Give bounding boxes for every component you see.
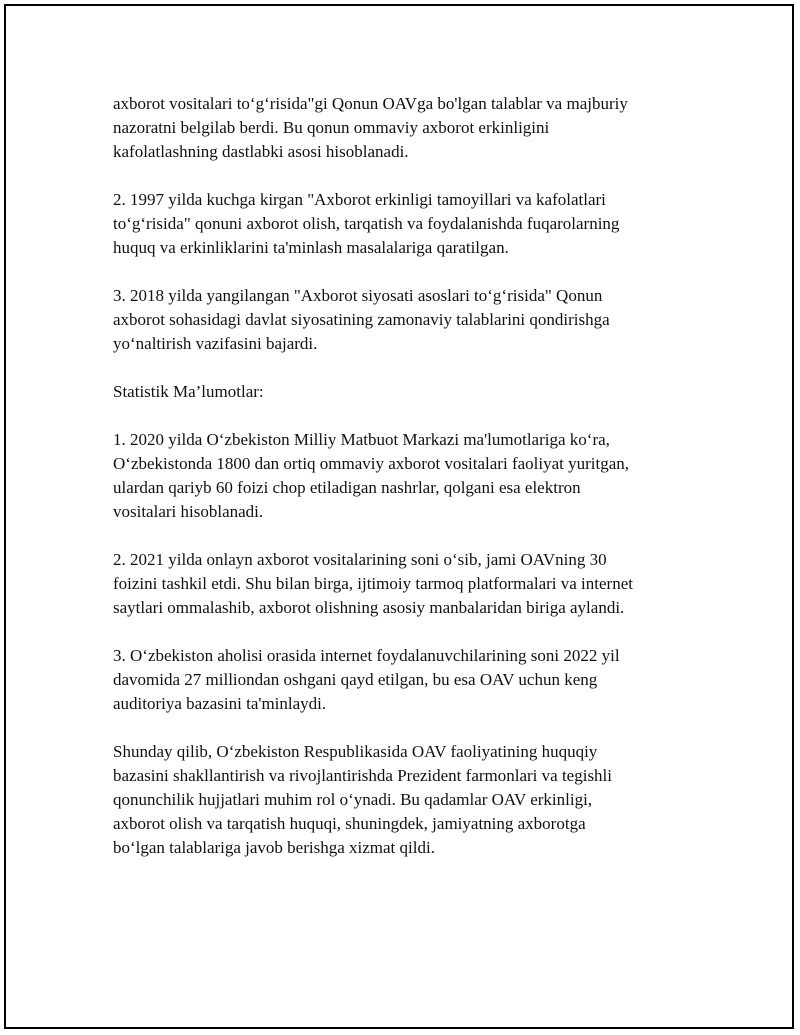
text-line: 2. 2021 yilda onlayn axborot vositalarining soni o‘sib, jami OAVning 30 [113,550,607,569]
text-line: davomida 27 milliondan oshgani qayd etilgan, bu esa OAV uchun keng [113,670,598,689]
text-line: vositalari hisoblanadi. [113,502,264,521]
text-line: to‘g‘risida" qonuni axborot olish, tarqatish va foydalanishda fuqarolarning [113,214,620,233]
text-line: auditoriya bazasini ta'minlaydi. [113,694,327,713]
paragraph-stat-2021 [113,548,713,620]
text-line: huquq va erkinliklarini ta'minlash masalalariga qaratilgan. [113,238,509,257]
text-line: Shunday qilib, O‘zbekiston Respublikasida OAV faoliyatining huquqiy [113,742,598,761]
text-line: nazoratni belgilab berdi. Bu qonun ommaviy axborot erkinligini [113,118,550,137]
section-heading-statistics [113,380,713,404]
text-line: 3. O‘zbekiston aholisi orasida internet foydalanuvchilarining soni 2022 yil [113,646,620,665]
document-body [113,92,713,884]
text-line: 2. 1997 yilda kuchga kirgan "Axborot erkinligi tamoyillari va kafolatlari [113,190,606,209]
paragraph-law-2018 [113,284,713,356]
paragraph-stat-2022 [113,644,713,716]
text-line: bo‘lgan talablariga javob berishga xizmat qildi. [113,838,435,857]
text-line: O‘zbekistonda 1800 dan ortiq ommaviy axborot vositalari faoliyat yuritgan, [113,454,630,473]
text-line: kafolatlashning dastlabki asosi hisoblanadi. [113,142,409,161]
text-line: yo‘naltirish vazifasini bajardi. [113,334,318,353]
text-line: saytlari ommalashib, axborot olishning asosiy manbalaridan biriga aylandi. [113,598,625,617]
text-line: axborot sohasidagi davlat siyosatining zamonaviy talablarini qondirishga [113,310,610,329]
text-line: axborot vositalari to‘g‘risida"gi Qonun OAVga bo'lgan talablar va majburiy [113,94,628,113]
paragraph-law-1997 [113,188,713,260]
paragraph-conclusion [113,740,713,860]
paragraph-law-intro-continuation [113,92,713,164]
text-line: qonunchilik hujjatlari muhim rol o‘ynadi. Bu qadamlar OAV erkinligi, [113,790,593,809]
text-line: ulardan qariyb 60 foizi chop etiladigan nashrlar, qolgani esa elektron [113,478,581,497]
text-line: bazasini shakllantirish va rivojlantirishda Prezident farmonlari va tegishli [113,766,613,785]
paragraph-stat-2020 [113,428,713,524]
text-line: foizini tashkil etdi. Shu bilan birga, ijtimoiy tarmoq platformalari va internet [113,574,633,593]
text-line: axborot olish va tarqatish huquqi, shuningdek, jamiyatning axborotga [113,814,586,833]
text-line: Statistik Ma’lumotlar: [113,382,264,401]
text-line: 1. 2020 yilda O‘zbekiston Milliy Matbuot Markazi ma'lumotlariga ko‘ra, [113,430,610,449]
text-line: 3. 2018 yilda yangilangan "Axborot siyosati asoslari to‘g‘risida" Qonun [113,286,603,305]
